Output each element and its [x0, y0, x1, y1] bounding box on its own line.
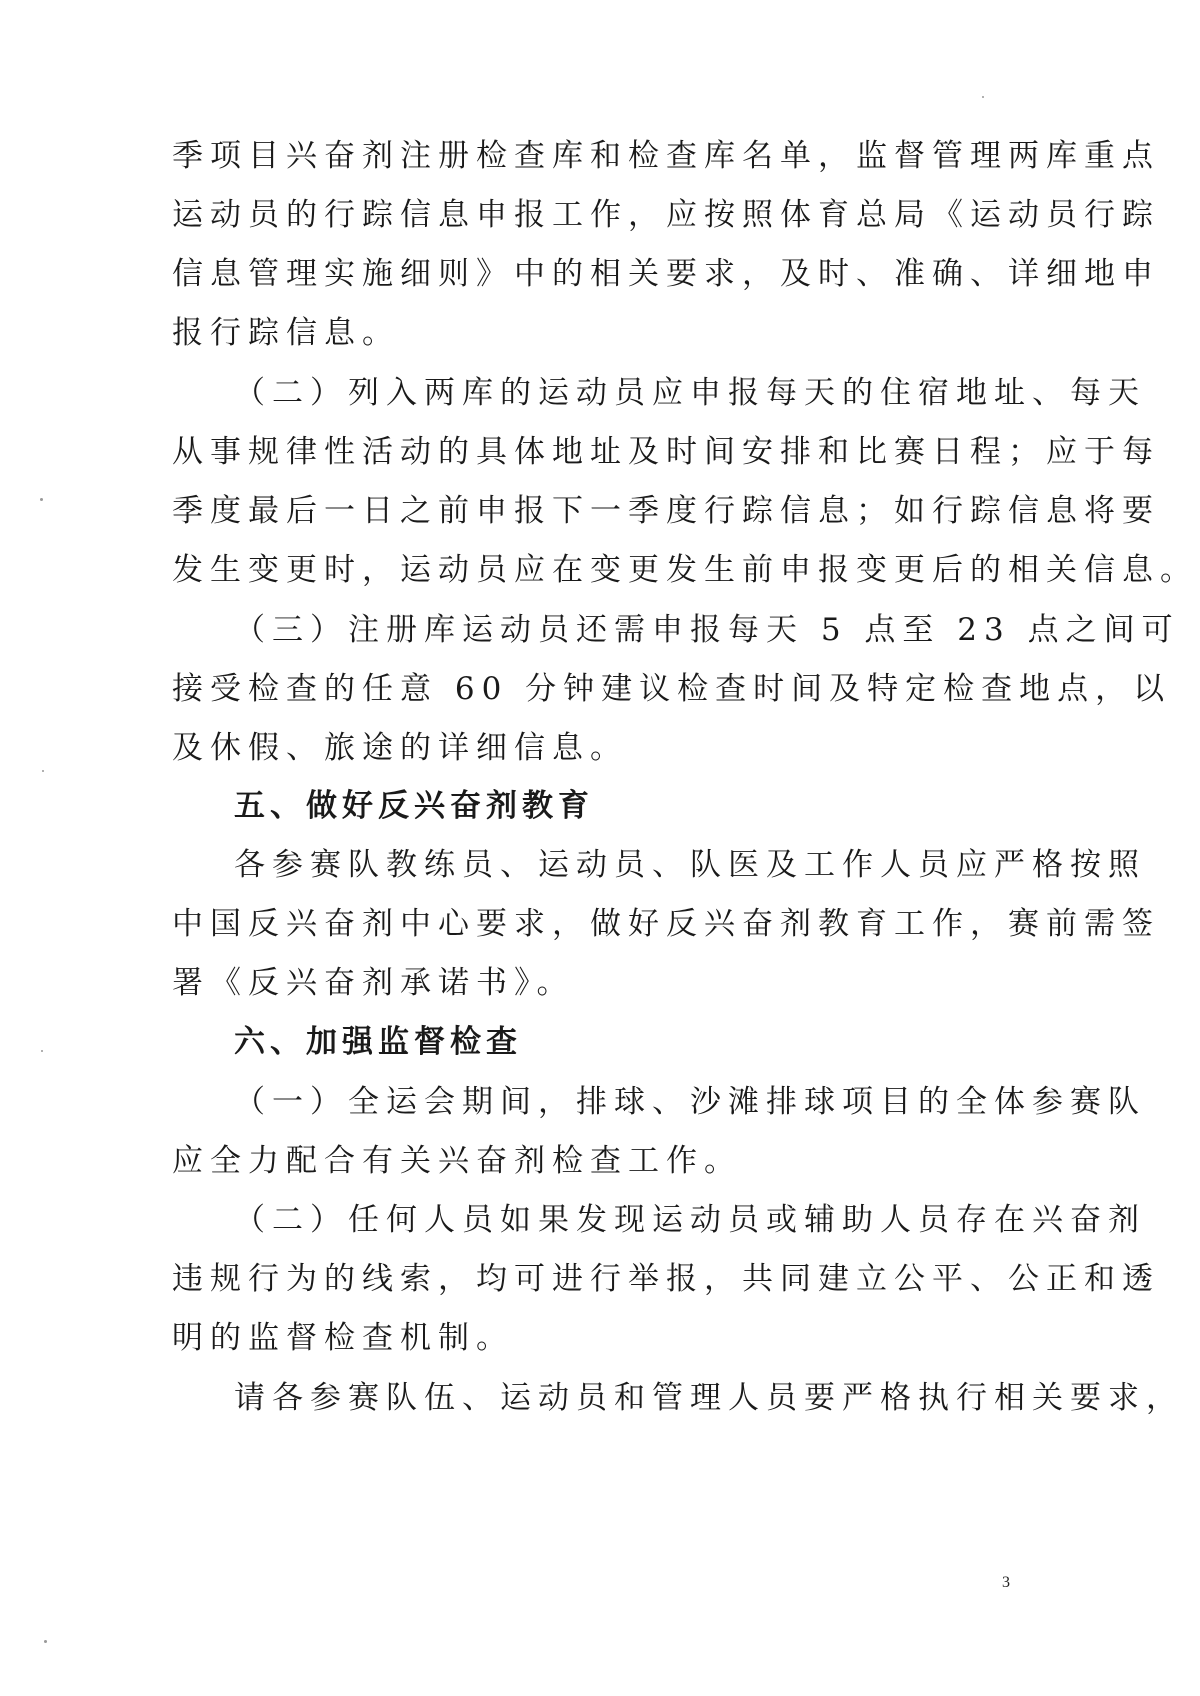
body-line-2: 运动员的行踪信息申报工作，应按照体育总局《运动员行踪: [172, 197, 1160, 233]
scan-speck: [41, 1050, 43, 1052]
body-line-11: 及休假、旅途的详细信息。: [172, 730, 628, 766]
body-line-5: （二）列入两库的运动员应申报每天的住宿地址、每天: [234, 375, 1146, 411]
body-line-7: 季度最后一日之前申报下一季度行踪信息；如行踪信息将要: [172, 493, 1160, 529]
body-line-15: 署《反兴奋剂承诺书》。: [172, 965, 575, 1001]
body-line-19: （二）任何人员如果发现运动员或辅助人员存在兴奋剂: [234, 1202, 1146, 1238]
body-line-9: （三）注册库运动员还需申报每天 5 点至 23 点之间可: [234, 612, 1180, 648]
body-line-10: 接受检查的任意 60 分钟建议检查时间及特定检查地点，以: [172, 671, 1172, 707]
body-line-4: 报行踪信息。: [172, 315, 400, 351]
body-line-3: 信息管理实施细则》中的相关要求，及时、准确、详细地申: [172, 256, 1160, 292]
scan-speck: [40, 498, 43, 501]
body-line-8: 发生变更时，运动员应在变更发生前申报变更后的相关信息。: [172, 552, 1198, 588]
body-line-1: 季项目兴奋剂注册检查库和检查库名单，监督管理两库重点: [172, 138, 1160, 174]
scan-speck: [44, 1640, 47, 1643]
section-heading-5: 五、做好反兴奋剂教育: [234, 788, 594, 824]
body-line-14: 中国反兴奋剂中心要求，做好反兴奋剂教育工作，赛前需签: [172, 906, 1160, 942]
body-line-22: 请各参赛队伍、运动员和管理人员要严格执行相关要求，: [234, 1380, 1184, 1416]
body-line-20: 违规行为的线索，均可进行举报，共同建立公平、公正和透: [172, 1261, 1160, 1297]
body-line-13: 各参赛队教练员、运动员、队医及工作人员应严格按照: [234, 847, 1146, 883]
body-line-18: 应全力配合有关兴奋剂检查工作。: [172, 1143, 742, 1179]
section-heading-6: 六、加强监督检查: [234, 1024, 522, 1060]
body-line-17: （一）全运会期间，排球、沙滩排球项目的全体参赛队: [234, 1084, 1146, 1120]
body-line-6: 从事规律性活动的具体地址及时间安排和比赛日程；应于每: [172, 434, 1160, 470]
scan-speck: [42, 770, 44, 772]
page-number: 3: [1002, 1574, 1010, 1591]
body-line-21: 明的监督检查机制。: [172, 1320, 514, 1356]
scan-speck: [982, 96, 984, 98]
